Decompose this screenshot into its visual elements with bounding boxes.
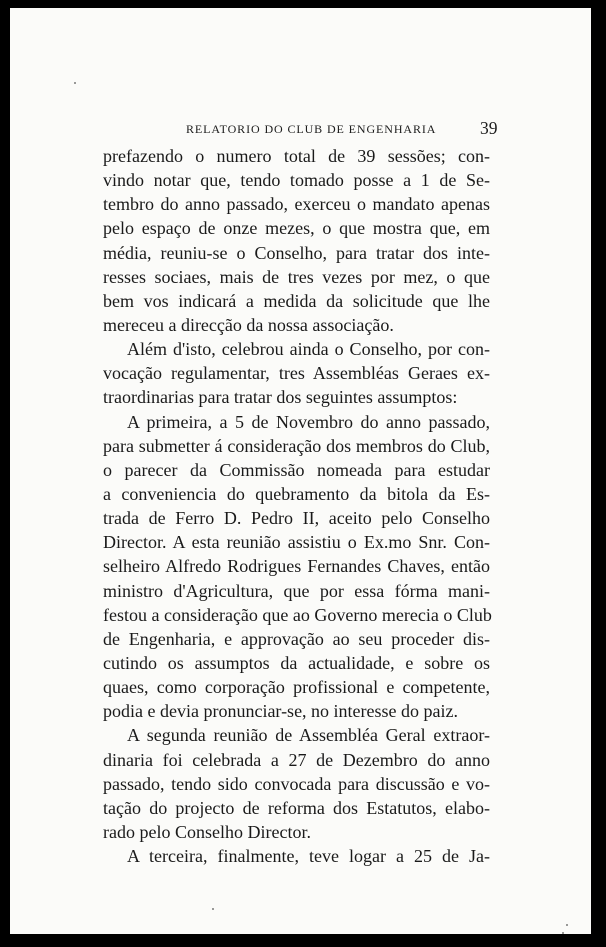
paper-speck xyxy=(74,82,76,84)
text-line: traordinarias para tratar dos seguintes assumptos: xyxy=(103,387,458,408)
text-line: festou a consideração que ao Governo merecia o Club xyxy=(103,604,492,625)
text-line: A primeira, a 5 de Novembro do anno passado, xyxy=(127,411,490,432)
text-line: ministro d'Agricultura, que por essa fórma mani- xyxy=(103,580,490,601)
text-line: vocação regulamentar, tres Assembléas Geraes ex- xyxy=(103,363,490,384)
paper-speck xyxy=(566,924,568,926)
book-page xyxy=(10,8,591,934)
text-line: cutindo os assumptos da actualidade, e sobre os xyxy=(103,652,490,673)
text-line: prefazendo o numero total de 39 sessões; con- xyxy=(103,146,490,166)
page-header xyxy=(10,118,591,142)
text-line: Além d'isto, celebrou ainda o Conselho, por con- xyxy=(127,339,490,360)
text-line: rado pelo Conselho Director. xyxy=(103,821,311,842)
text-line: vindo notar que, tendo tomado posse a 1 de Se- xyxy=(103,170,490,191)
text-line: tação do projecto de reforma dos Estatutos, elabo- xyxy=(103,797,490,818)
text-line: Director. A esta reunião assistiu o Ex.mo Snr. Con- xyxy=(103,532,490,553)
text-line: para submetter á consideração dos membros do Club, xyxy=(103,435,490,456)
body-text xyxy=(103,144,490,868)
paper-speck xyxy=(562,932,564,934)
text-line: A segunda reunião de Assembléa Geral extraor- xyxy=(127,725,490,746)
text-line: A terceira, finalmente, teve logar a 25 de Ja- xyxy=(127,846,490,867)
text-line: trada de Ferro D. Pedro II, aceito pelo Conselho xyxy=(103,508,490,529)
text-line: podia e devia pronunciar-se, no interesse do paiz. xyxy=(103,701,459,722)
text-line: pelo espaço de onze mezes, o que mostra que, em xyxy=(103,218,490,239)
running-head: RELATORIO DO CLUB DE ENGENHARIA xyxy=(186,122,437,136)
text-line: dinaria foi celebrada a 27 de Dezembro do anno xyxy=(103,749,490,770)
paper-speck xyxy=(212,908,214,910)
text-line: de Engenharia, e approvação ao seu proceder dis- xyxy=(103,628,490,649)
text-line: passado, tendo sido convocada para discussão e vo- xyxy=(103,773,490,794)
text-line: o parecer da Commissão nomeada para estudar xyxy=(103,459,490,480)
text-line: a conveniencia do quebramento da bitola da Es- xyxy=(103,483,490,504)
text-line: mereceu a direcção da nossa associação. xyxy=(103,314,394,335)
text-line: quaes, como corporação profissional e competente, xyxy=(103,677,490,698)
text-line: média, reuniu-se o Conselho, para tratar dos inte- xyxy=(103,242,490,263)
text-line: bem vos indicará a medida da solicitude que lhe xyxy=(103,290,490,311)
text-line: resses sociaes, mais de tres vezes por mez, o que xyxy=(103,266,490,287)
page-number: 39 xyxy=(480,118,498,138)
text-line: selheiro Alfredo Rodrigues Fernandes Chaves, então xyxy=(103,556,490,577)
text-line: tembro do anno passado, exerceu o mandato apenas xyxy=(103,194,490,215)
